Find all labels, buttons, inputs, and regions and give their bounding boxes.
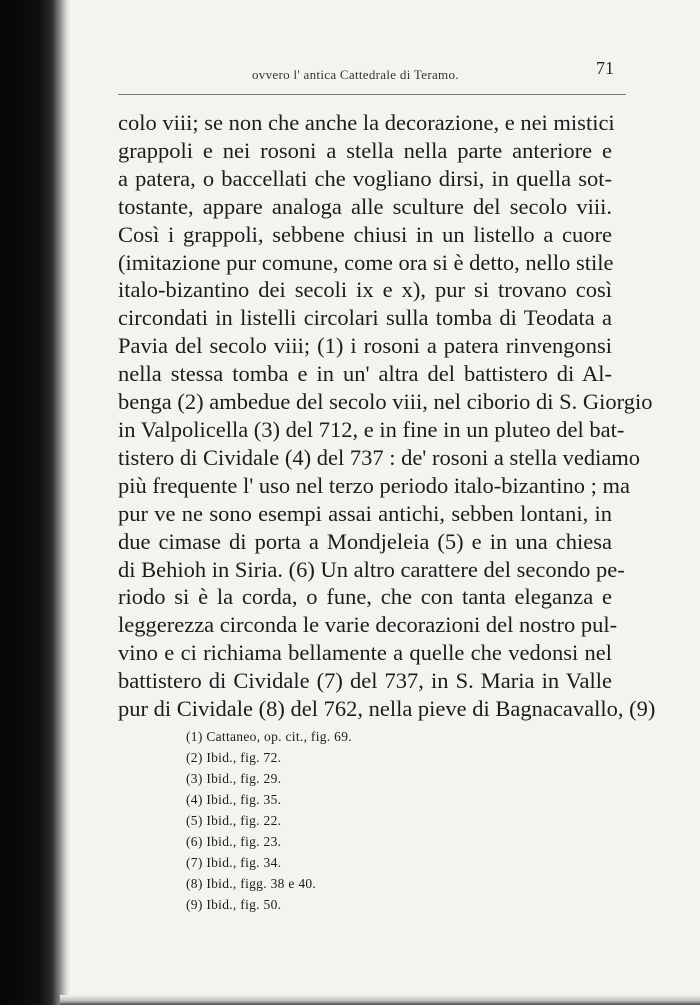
page-header (118, 58, 626, 95)
text-line: battistero di Cividale (7) del 737, in S. Maria in Valle (118, 668, 612, 694)
text-line: (imitazione pur comune, come ora si è detto, nello stile (118, 249, 614, 275)
text-line: a patera, o baccellati che vogliano dirsi, in quella sot- (118, 165, 612, 191)
text-line: Pavia del secolo viii; (1) i rosoni a patera rinvengonsi (118, 333, 612, 359)
text-line: grappoli e nei rosoni a stella nella parte anteriore e (118, 137, 612, 163)
footnote-item: (5) Ibid., fig. 22. (186, 813, 282, 828)
text-line: di Behioh in Siria. (6) Un altro carattere del secondo pe- (118, 556, 625, 582)
footnote-item: (2) Ibid., fig. 72. (186, 750, 282, 765)
footnote-item: (3) Ibid., fig. 29. (186, 771, 282, 786)
text-line: colo viii; se non che anche la decorazione, e nei mistici (118, 110, 615, 135)
running-head: ovvero l' antica Cattedrale di Teramo. (252, 67, 459, 82)
text-line: nella stessa tomba e in un' altra del battistero di Al- (118, 361, 612, 387)
text-line: tostante, appare analoga alle sculture del secolo viii. (118, 193, 612, 219)
text-line: tistero di Cividale (4) del 737 : de' rosoni a stella vediamo (118, 444, 641, 470)
footnote-item: (7) Ibid., fig. 34. (186, 855, 282, 870)
text-line: in Valpolicella (3) del 712, e in fine in un pluteo del bat- (118, 416, 625, 442)
text-line: più frequente l' uso nel terzo periodo italo-bizantino ; ma (118, 472, 631, 498)
footnote-item: (9) Ibid., fig. 50. (186, 897, 282, 912)
page-bottom-edge (60, 995, 700, 1005)
text-line: pur ve ne sono esempi assai antichi, sebben lontani, in (118, 500, 612, 526)
text-line: due cimase di porta a Mondjeleia (5) e in una chiesa (118, 528, 612, 554)
text-line: vino e ci richiama bellamente a quelle che vedonsi nel (118, 640, 612, 666)
text-line: italo-bizantino dei secoli ix e x), pur si trovano così (118, 277, 612, 303)
page-number: 71 (596, 58, 614, 78)
text-line: Così i grappoli, sebbene chiusi in un listello a cuore (118, 221, 612, 247)
text-line: pur di Cividale (8) del 762, nella pieve di Bagnacavallo, (9) (118, 696, 656, 722)
book-page (118, 58, 656, 912)
text-line: leggerezza circonda le varie decorazioni del nostro pul- (118, 612, 618, 638)
body-paragraph (118, 95, 656, 723)
footnote-item: (8) Ibid., figg. 38 e 40. (186, 876, 317, 891)
footnote-item: (4) Ibid., fig. 35. (186, 792, 282, 807)
text-line: circondati in listelli circolari sulla tomba di Teodata a (118, 305, 612, 331)
book-binding-shadow (0, 0, 70, 1005)
footnotes-list (186, 726, 352, 915)
footnote-item: (1) Cattaneo, op. cit., fig. 69. (186, 729, 352, 744)
text-line: riodo si è la corda, o fune, che con tanta eleganza e (118, 584, 612, 610)
text-line: benga (2) ambedue del secolo viii, nel ciborio di S. Giorgio (118, 389, 653, 415)
footnote-item: (6) Ibid., fig. 23. (186, 834, 282, 849)
